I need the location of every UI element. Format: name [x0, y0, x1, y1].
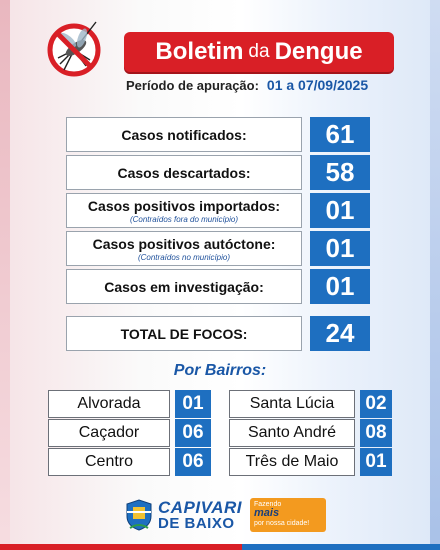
stat-label-box — [66, 231, 302, 266]
bairro-name: Centro — [48, 448, 170, 476]
slogan-line-3: por nossa cidade! — [253, 519, 310, 527]
bairro-value: 08 — [360, 419, 392, 447]
brand-line-1: CAPIVARI — [158, 498, 242, 517]
bairro-name: Três de Maio — [229, 448, 355, 476]
period-line — [126, 76, 368, 94]
stat-row-total-focos — [66, 316, 370, 351]
bairro-item — [48, 448, 211, 476]
no-mosquito-icon — [46, 14, 114, 82]
left-edge-decoration — [0, 0, 10, 550]
stat-label-box — [66, 117, 302, 152]
title-word-dengue: Dengue — [274, 38, 363, 65]
stat-value: 01 — [310, 231, 370, 266]
bairro-name: Alvorada — [48, 390, 170, 418]
bairro-value: 06 — [175, 448, 211, 476]
bairro-item — [229, 419, 392, 447]
stat-label: Casos notificados: — [121, 126, 247, 143]
slogan-line-1: Fazendo — [253, 501, 282, 508]
brand-line-2: DE BAIXO — [158, 515, 235, 532]
bairro-item — [229, 390, 392, 418]
title-word-boletim: Boletim — [155, 38, 244, 65]
stat-note: (Contraídos no município) — [137, 252, 231, 262]
bairro-item — [48, 390, 211, 418]
bairro-name: Caçador — [48, 419, 170, 447]
stat-row-descartados — [66, 155, 370, 190]
slogan-badge — [250, 498, 326, 532]
stat-row-investigacao — [66, 269, 370, 304]
stat-value: 61 — [310, 117, 370, 152]
stat-value: 01 — [310, 269, 370, 304]
bairro-value: 06 — [175, 419, 211, 447]
stat-label: Casos positivos autóctone: — [92, 235, 276, 252]
title-banner — [124, 32, 394, 72]
bairro-value: 02 — [360, 390, 392, 418]
stat-value: 58 — [310, 155, 370, 190]
stat-label-box — [66, 316, 302, 351]
bairro-value: 01 — [175, 390, 211, 418]
bairro-item — [48, 419, 211, 447]
stat-row-notificados — [66, 117, 370, 152]
bairro-value: 01 — [360, 448, 392, 476]
stat-label-box — [66, 155, 302, 190]
right-edge-decoration — [430, 0, 440, 550]
stat-label: Casos positivos importados: — [87, 197, 281, 214]
slogan-line-2: mais — [253, 507, 280, 520]
stat-row-autoctone — [66, 231, 370, 266]
bairro-name: Santa Lúcia — [229, 390, 355, 418]
stat-label: Casos descartados: — [117, 164, 251, 181]
brand-text — [158, 499, 242, 531]
period-label: Período de apuração: — [126, 77, 259, 93]
stat-label-box — [66, 269, 302, 304]
stat-value: 24 — [310, 316, 370, 351]
stat-row-importados — [66, 193, 370, 228]
stat-label: TOTAL DE FOCOS: — [120, 325, 248, 342]
coat-of-arms-icon — [124, 498, 154, 532]
bairros-title: Por Bairros: — [173, 362, 267, 379]
municipality-logo — [124, 496, 326, 534]
bairro-item — [229, 448, 392, 476]
stat-note: (Contraídos fora do município) — [129, 214, 239, 224]
stat-label: Casos em investigação: — [104, 278, 264, 295]
bottom-color-bar — [0, 544, 440, 550]
period-dates: 01 a 07/09/2025 — [266, 77, 369, 93]
title-word-da: da — [248, 41, 270, 62]
bairro-name: Santo André — [229, 419, 355, 447]
stat-label-box — [66, 193, 302, 228]
stat-value: 01 — [310, 193, 370, 228]
